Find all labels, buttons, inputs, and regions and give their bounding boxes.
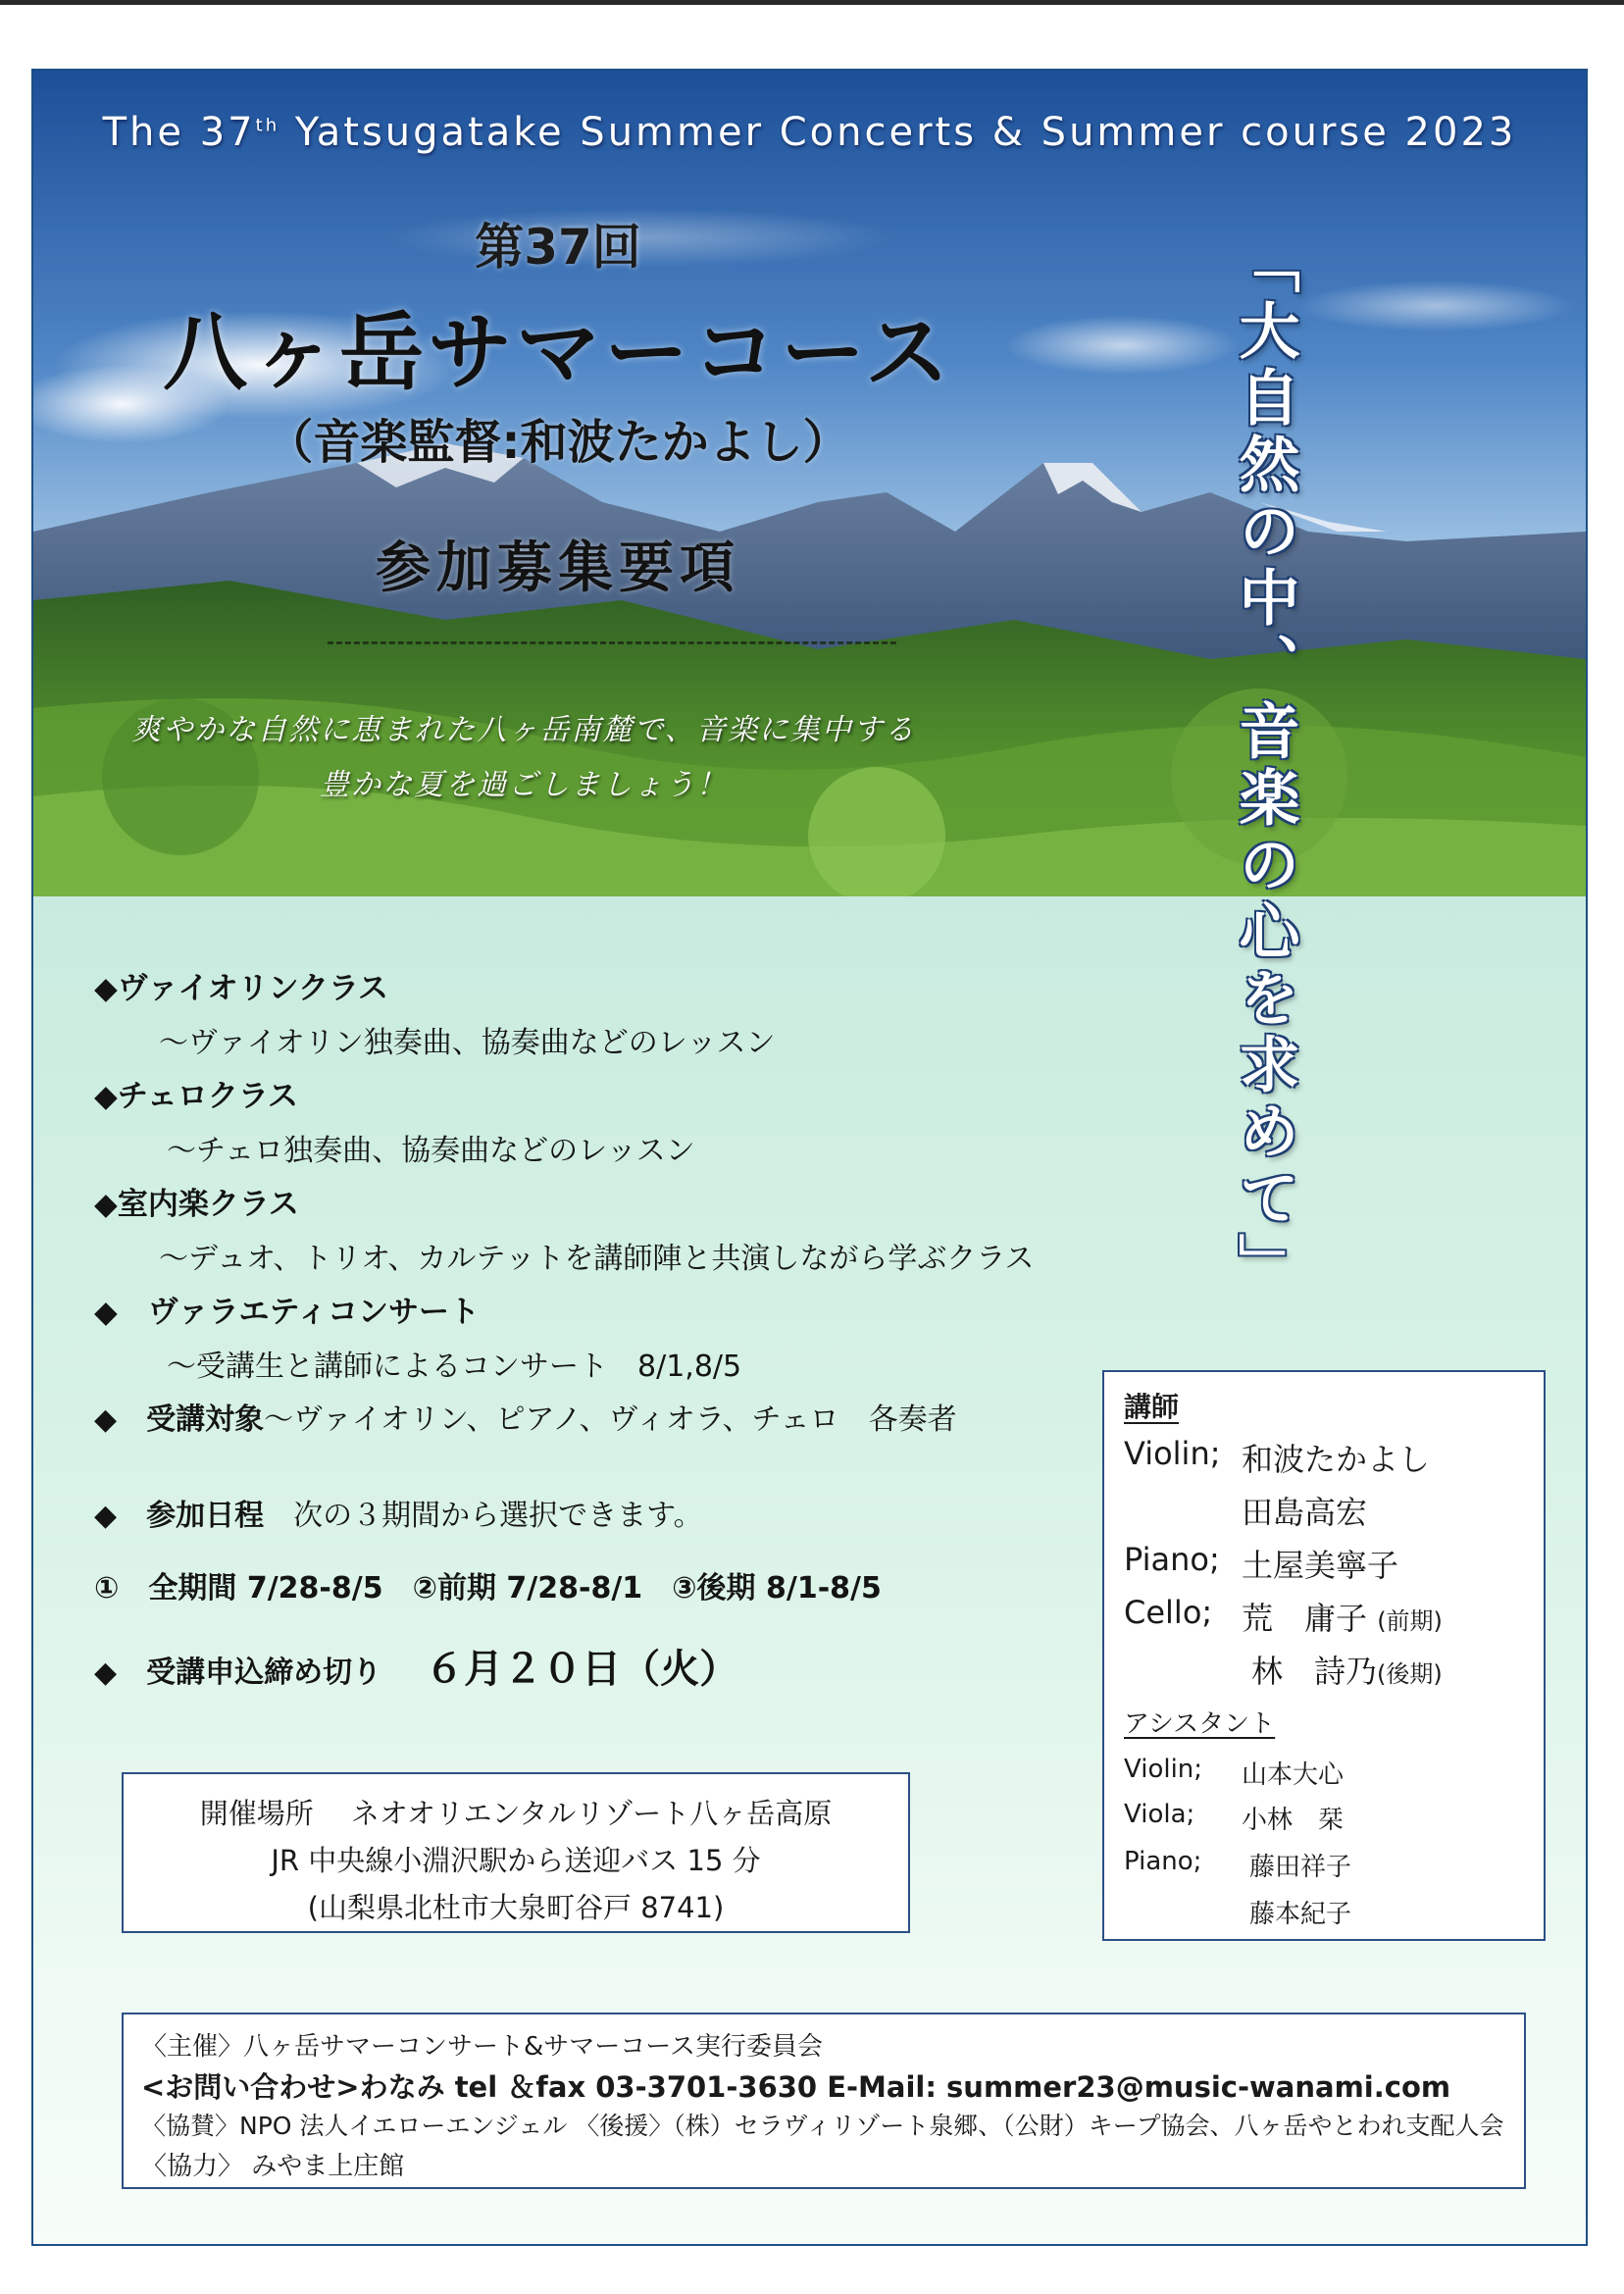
venue-line-3: (山梨県北杜市大泉町谷戸 8741)	[307, 1891, 725, 1924]
lecturer-violin-label: Violin;	[1124, 1435, 1221, 1472]
dashed-divider	[328, 641, 896, 644]
vertical-slogan: 「大自然の中、音楽の心を求めて」	[1229, 232, 1300, 1300]
venue-line-2: JR 中央線小淵沢駅から送迎バス 15 分	[271, 1844, 761, 1877]
lecturer-cello-2: 林 詩乃(後期)	[1251, 1653, 1443, 1690]
class-desc-chamber: ～デュオ、トリオ、カルテットを講師陣と共演しながら学ぶクラス	[159, 1242, 1035, 1276]
assistant-viola-label: Viola;	[1124, 1800, 1195, 1829]
assistant-piano-2: 藤本紀子	[1249, 1900, 1352, 1929]
tagline-line-2: 豊かな夏を過ごしましょう！	[320, 768, 728, 802]
organizer-host: 〈主催〉八ヶ岳サマーコンサート&サマーコース実行委員会	[141, 2032, 823, 2062]
assistant-violin-label: Violin;	[1124, 1755, 1203, 1784]
venue-line-1: 開催場所 ネオオリエンタルリゾート八ヶ岳高原	[199, 1797, 833, 1830]
lecturer-piano-1: 土屋美寧子	[1242, 1547, 1399, 1584]
venue-box	[122, 1772, 910, 1933]
assistant-heading: アシスタント	[1124, 1709, 1276, 1739]
organizer-contact: <お問い合わせ>わなみ tel ＆fax 03-3701-3630 E-Mail: summer23@music-wanami.com	[141, 2070, 1451, 2104]
lecturer-violin-2: 田島高宏	[1242, 1494, 1368, 1531]
top-border-line	[0, 0, 1624, 5]
class-title-cello: ◆チェロクラス	[94, 1079, 298, 1114]
flyer-frame	[31, 69, 1588, 2246]
application-deadline: ◆ 受講申込締め切り ６月２０日（火）	[94, 1647, 739, 1692]
lecturer-cello-1: 荒 庸子 (前期)	[1242, 1600, 1443, 1637]
organizer-cooperation: 〈協力〉 みやま上庄館	[141, 2152, 405, 2181]
class-title-chamber: ◆室内楽クラス	[94, 1187, 299, 1222]
lecturer-violin-1: 和波たかよし	[1242, 1441, 1431, 1478]
course-title: 八ヶ岳サマーコース	[163, 304, 953, 402]
assistant-piano-label: Piano;	[1124, 1847, 1202, 1876]
recruitment-heading: 参加募集要項	[376, 536, 740, 600]
lecturer-cello-label: Cello;	[1124, 1594, 1213, 1631]
class-desc-violin: ～ヴァイオリン独奏曲、協奏曲などのレッスン	[159, 1026, 776, 1060]
schedule-options: ① 全期間 7/28-8/5 ②前期 7/28-8/1 ③後期 8/1-8/5	[94, 1571, 882, 1606]
class-desc-cello: ～チェロ独奏曲、協奏曲などのレッスン	[167, 1134, 695, 1168]
lecturer-heading: 講師	[1124, 1391, 1180, 1423]
lecturer-box	[1102, 1370, 1546, 1941]
organizer-sponsor: 〈協賛〉NPO 法人イエローエンジェル 〈後援〉（株）セラヴィリゾート泉郷、（公財）キープ協会、八ヶ岳やとわれ支配人会	[141, 2112, 1504, 2140]
class-title-variety-concert: ◆ ヴァラエティコンサート	[94, 1295, 481, 1330]
english-title: The 37th Yatsugatake Summer Concerts & Summer course 2023	[102, 110, 1517, 155]
tagline-line-1: 爽やかな自然に恵まれた八ヶ岳南麓で、音楽に集中する	[131, 713, 916, 747]
schedule-heading: ◆ 参加日程 次の３期間から選択できます。	[94, 1499, 703, 1533]
edition-heading: 第37回	[475, 219, 641, 276]
assistant-viola-1: 小林 栞	[1242, 1806, 1345, 1835]
assistant-violin-1: 山本大心	[1242, 1760, 1345, 1790]
class-desc-variety-concert: ～受講生と講師によるコンサート 8/1,8/5	[167, 1350, 742, 1384]
assistant-piano-1: 藤田祥子	[1249, 1853, 1352, 1882]
lecturer-piano-label: Piano;	[1124, 1541, 1220, 1578]
target-students: ◆ 受講対象～ヴァイオリン、ピアノ、ヴィオラ、チェロ 各奏者	[94, 1402, 957, 1437]
organizer-box	[122, 2013, 1526, 2189]
music-director: （音楽監督:和波たかよし）	[266, 415, 850, 470]
class-title-violin: ◆ヴァイオリンクラス	[94, 971, 389, 1006]
